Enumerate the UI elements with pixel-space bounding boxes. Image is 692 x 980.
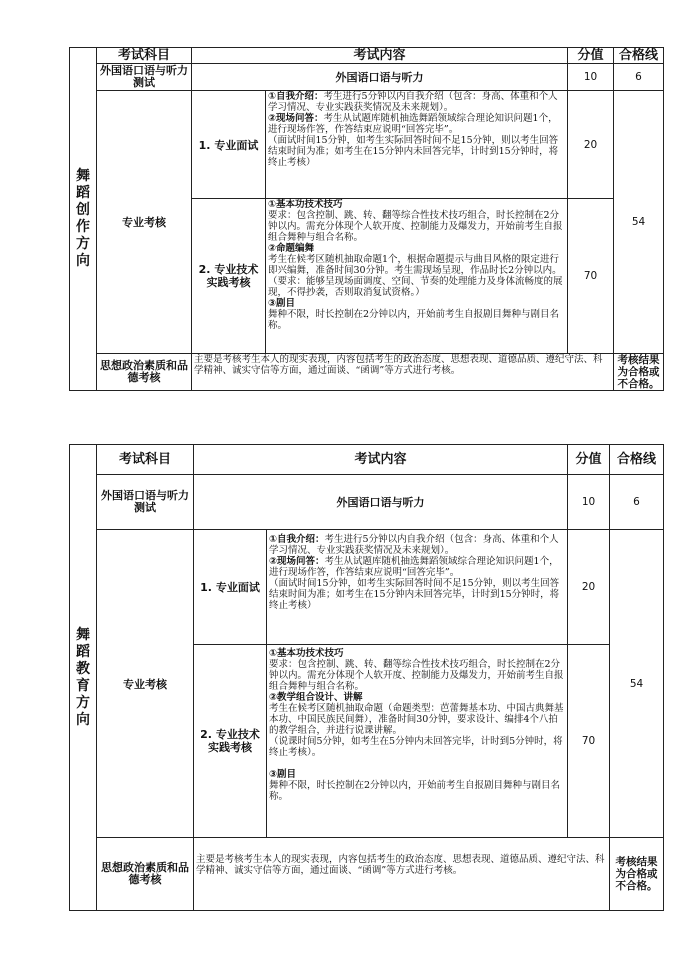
- language-score: 10: [568, 64, 614, 91]
- professional-subject: 专业考核: [97, 91, 192, 354]
- basic-skills-title: ①基本功技术技巧: [268, 199, 343, 210]
- interview-label: 1. 专业面试: [194, 530, 267, 645]
- repertoire-item: [268, 298, 565, 331]
- self-intro-text: 考生进行5分钟以内自我介绍（包含：身高、体重和个人学习情况、专业实践获奖情况及未来规划）。: [269, 534, 559, 556]
- language-score: 10: [568, 475, 610, 530]
- practice-label: 2. 专业技术实践考核: [192, 199, 266, 354]
- practice-content: [267, 645, 568, 838]
- practice-score: 70: [568, 645, 610, 838]
- header-content: 考试内容: [194, 445, 568, 475]
- professional-pass-line: 54: [614, 91, 664, 354]
- politics-content: 主要是考核考生本人的现实表现，内容包括考生的政治态度、思想表现、道德品质、遵纪守法、科学精神、诚实守信等方面，通过面谈、“函调”等方式进行考核。: [194, 838, 610, 911]
- practice-label: 2. 专业技术实践考核: [194, 645, 267, 838]
- practice-score: 70: [568, 199, 614, 354]
- direction-char: 方: [76, 236, 90, 252]
- language-pass-line: 6: [614, 64, 664, 91]
- repertoire-text: 舞种不限，时长控制在2分钟以内，开始前考生自报剧目舞种与剧目名称。: [268, 309, 560, 331]
- teaching-design-text: 考生在候考区随机抽取命题（命题类型：芭蕾舞基本功、中国古典舞基本功、中国民族民间舞），准备时间30分钟，要求设计、编排4个八拍的教学组合，并进行说课讲解。: [269, 703, 564, 736]
- direction-char: 创: [76, 202, 90, 218]
- professional-pass-line: 54: [610, 530, 664, 838]
- qa-item: [269, 556, 565, 578]
- header-pass-line: 合格线: [614, 48, 664, 64]
- self-intro-item: [269, 534, 565, 556]
- repertoire-title: ③剧目: [268, 298, 296, 309]
- direction-char: 方: [76, 694, 90, 711]
- direction-char: 舞: [76, 168, 90, 184]
- language-subject: 外国语口语与听力测试: [97, 64, 192, 91]
- header-pass-line: 合格线: [610, 445, 664, 475]
- self-intro-title: ①自我介绍：: [269, 534, 325, 545]
- qa-title: ②现场问答：: [268, 113, 324, 124]
- interview-content: [266, 91, 568, 199]
- politics-result: 考核结果为合格或不合格。: [610, 838, 664, 911]
- professional-subject: 专业考核: [97, 530, 194, 838]
- basic-skills-text: 要求：包含控制、跳、转、翻等综合性技术技巧组合，时长控制在2分钟以内。需充分体现个人软开度、控制能力及爆发力，开始前考生自报组合舞种与组合名称。: [268, 210, 563, 243]
- politics-content: 主要是考核考生本人的现实表现，内容包括考生的政治态度、思想表现、道德品质、遵纪守法、科学精神、诚实守信等方面，通过面谈、“函调”等方式进行考核。: [192, 354, 614, 391]
- qa-text: 考生从试题库随机抽选舞蹈领域综合理论知识问题1个，进行现场作答，作答结束应说明“回答完毕”。: [269, 556, 559, 578]
- direction-char: 育: [76, 677, 90, 694]
- qa-item: [268, 113, 565, 135]
- language-subject: 外国语口语与听力测试: [97, 475, 194, 530]
- teaching-design-title: ②教学组合设计、讲解: [269, 692, 363, 703]
- language-content: 外国语口语与听力: [194, 475, 568, 530]
- politics-subject: 思想政治素质和品德考核: [97, 354, 192, 391]
- politics-result: 考核结果为合格或不合格。: [614, 354, 664, 391]
- interview-note: （面试时间15分钟，如考生实际回答时间不足15分钟，则以考生回答结束时间为准；如考生在15分钟内未回答完毕，计时到15分钟时，将终止考核）: [269, 578, 560, 611]
- exam-table-education: [69, 444, 664, 911]
- language-content: 外国语口语与听力: [192, 64, 568, 91]
- direction-char: 作: [76, 219, 90, 235]
- interview-note: （面试时间15分钟，如考生实际回答时间不足15分钟，则以考生回答结束时间为准；如考生在15分钟内未回答完毕，计时到15分钟时，将终止考核）: [268, 135, 559, 168]
- basic-skills-item: [269, 648, 565, 692]
- interview-label: 1. 专业面试: [192, 91, 266, 199]
- repertoire-text: 舞种不限，时长控制在2分钟以内，开始前考生自报剧目舞种与剧目名称。: [269, 780, 561, 802]
- choreography-text: 考生在候考区随机抽取命题1个，根据命题提示与曲目风格的限定进行即兴编舞，准备时间30分钟。考生需现场呈现，作品时长2分钟以内。: [268, 254, 562, 276]
- interview-score: 20: [568, 530, 610, 645]
- header-subject: 考试科目: [97, 445, 194, 475]
- politics-subject: 思想政治素质和品德考核: [97, 838, 194, 911]
- self-intro-item: [268, 91, 565, 113]
- basic-skills-item: [268, 199, 565, 243]
- choreography-note: （要求：能够呈现场面调度、空间、节奏的处理能力及身体流畅度的展现，不得抄袭，否则取消复试资格。）: [268, 276, 563, 298]
- direction-label: [70, 445, 97, 911]
- self-intro-text: 考生进行5分钟以内自我介绍（包含：身高、体重和个人学习情况、专业实践获奖情况及未来规划）。: [268, 91, 558, 113]
- interview-score: 20: [568, 91, 614, 199]
- qa-text: 考生从试题库随机抽选舞蹈领域综合理论知识问题1个，进行现场作答，作答结束应说明“回答完毕”。: [268, 113, 558, 135]
- teaching-design-item: [269, 692, 565, 736]
- header-content: 考试内容: [192, 48, 568, 64]
- direction-char: 教: [76, 660, 90, 677]
- choreography-item: [268, 243, 565, 276]
- repertoire-title: ③剧目: [269, 769, 297, 780]
- direction-char: 蹈: [76, 185, 90, 201]
- header-subject: 考试科目: [97, 48, 192, 64]
- language-pass-line: 6: [610, 475, 664, 530]
- qa-title: ②现场问答：: [269, 556, 325, 567]
- basic-skills-title: ①基本功技术技巧: [269, 648, 344, 659]
- direction-char: 蹈: [76, 643, 90, 660]
- direction-char: 舞: [76, 626, 90, 643]
- direction-char: 向: [76, 253, 90, 269]
- direction-char: 向: [76, 711, 90, 728]
- interview-content: [267, 530, 568, 645]
- choreography-title: ②命题编舞: [268, 243, 315, 254]
- header-score: 分值: [568, 445, 610, 475]
- exam-table-choreography: [69, 47, 664, 391]
- header-score: 分值: [568, 48, 614, 64]
- teaching-design-note: （说课时间5分钟，如考生在5分钟内未回答完毕，计时到5分钟时，将终止考核）。: [269, 736, 563, 758]
- practice-content: [266, 199, 568, 354]
- self-intro-title: ①自我介绍：: [268, 91, 324, 102]
- repertoire-item: [269, 769, 565, 802]
- basic-skills-text: 要求：包含控制、跳、转、翻等综合性技术技巧组合，时长控制在2分钟以内。需充分体现个人软开度、控制能力及爆发力，开始前考生自报组合舞种与组合名称。: [269, 659, 564, 692]
- direction-label: [70, 48, 97, 391]
